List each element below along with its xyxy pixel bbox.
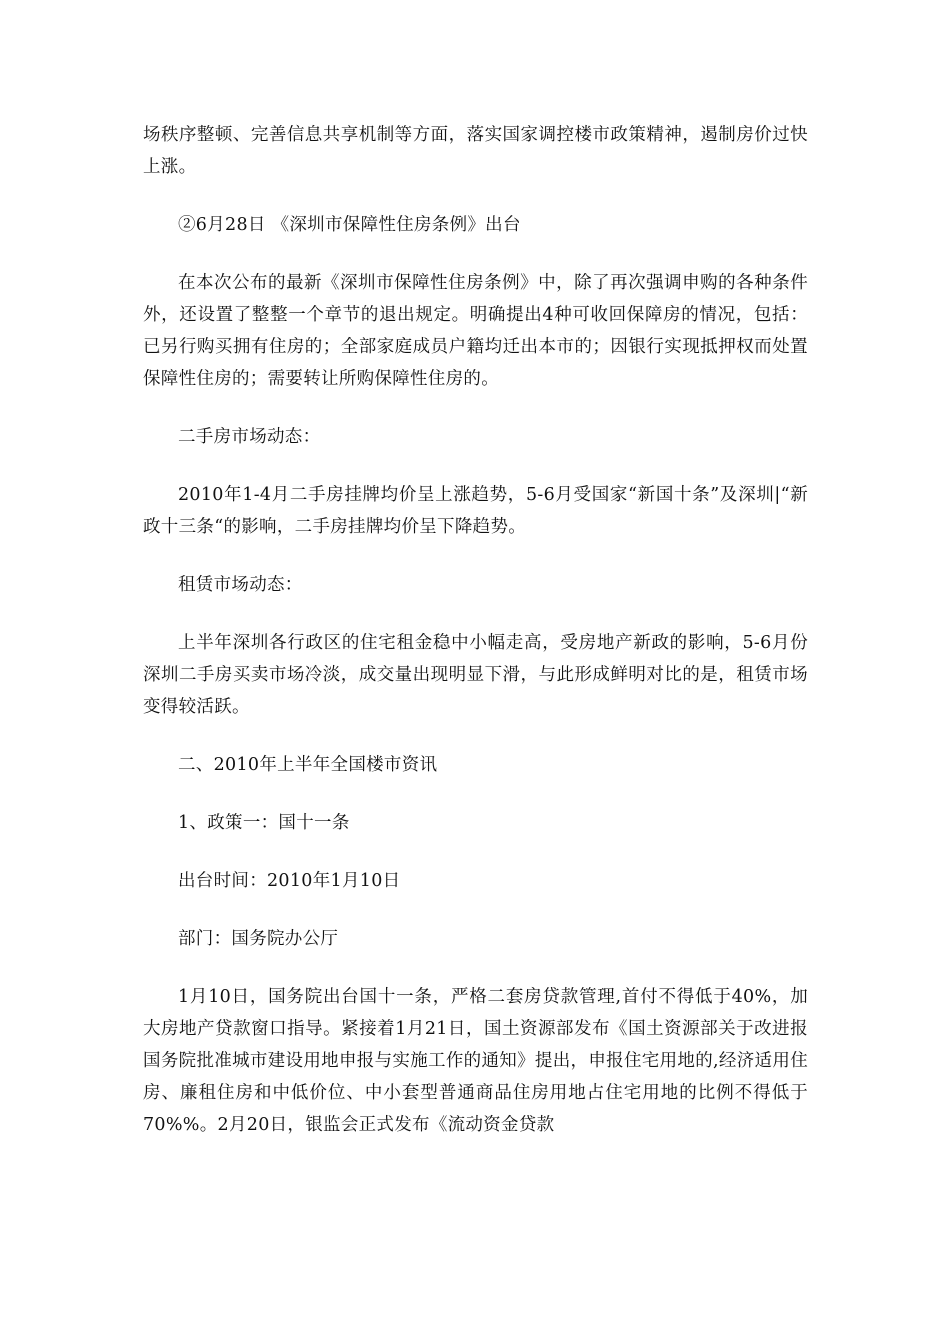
- paragraph-heading-rental-market: 租赁市场动态：: [178, 575, 303, 595]
- paragraph-heading-policy-one: 1、政策一：国十一条: [178, 813, 350, 833]
- paragraph-rental-market-detail: 上半年深圳各行政区的住宅租金稳中小幅走高，受房地产新政的影响，5-6月份深圳二手房买卖市场冷淡，成交量出现明显下滑，与此形成鲜明对比的是，租赁市场变得较活跃。: [143, 633, 808, 717]
- document-body: [143, 119, 808, 1167]
- paragraph-heading-resale-market: 二手房市场动态：: [178, 427, 321, 447]
- paragraph-regulation-detail: 在本次公布的最新《深圳市保障性住房条例》中，除了再次强调申购的各种条件外，还设置了整整一个章节的退出规定。明确提出4种可收回保障房的情况，包括：已另行购买拥有住房的；全部家庭成员户籍均迁出本市的；因银行实现抵押权而处置保障性住房的；需要转让所购保障性住房的。: [143, 273, 808, 389]
- paragraph-heading-regulation: ②6月28日 《深圳市保障性住房条例》出台: [178, 215, 521, 235]
- paragraph-continuation: 场秩序整顿、完善信息共享机制等方面，落实国家调控楼市政策精神，遏制房价过快上涨。: [143, 125, 808, 177]
- paragraph-policy-detail: 1月10日，国务院出台国十一条，严格二套房贷款管理,首付不得低于40%，加大房地产贷款窗口指导。紧接着1月21日，国土资源部发布《国土资源部关于改进报国务院批准城市建设用地申报与实施工作的通知》提出，申报住宅用地的,经济适用住房、廉租住房和中低价位、中小套型普通商品住房用地占住宅用地的比例不得低于70%%。2月20日，银监会正式发布《流动资金贷款: [143, 987, 808, 1135]
- paragraph-resale-market-detail: 2010年1-4月二手房挂牌均价呈上涨趋势，5-6月受国家“新国十条”及深圳|“新政十三条“的影响，二手房挂牌均价呈下降趋势。: [143, 485, 808, 537]
- paragraph-policy-department: 部门：国务院办公厅: [178, 929, 339, 949]
- paragraph-policy-date: 出台时间：2010年1月10日: [178, 871, 401, 891]
- section-heading-national: 二、2010年上半年全国楼市资讯: [178, 755, 438, 775]
